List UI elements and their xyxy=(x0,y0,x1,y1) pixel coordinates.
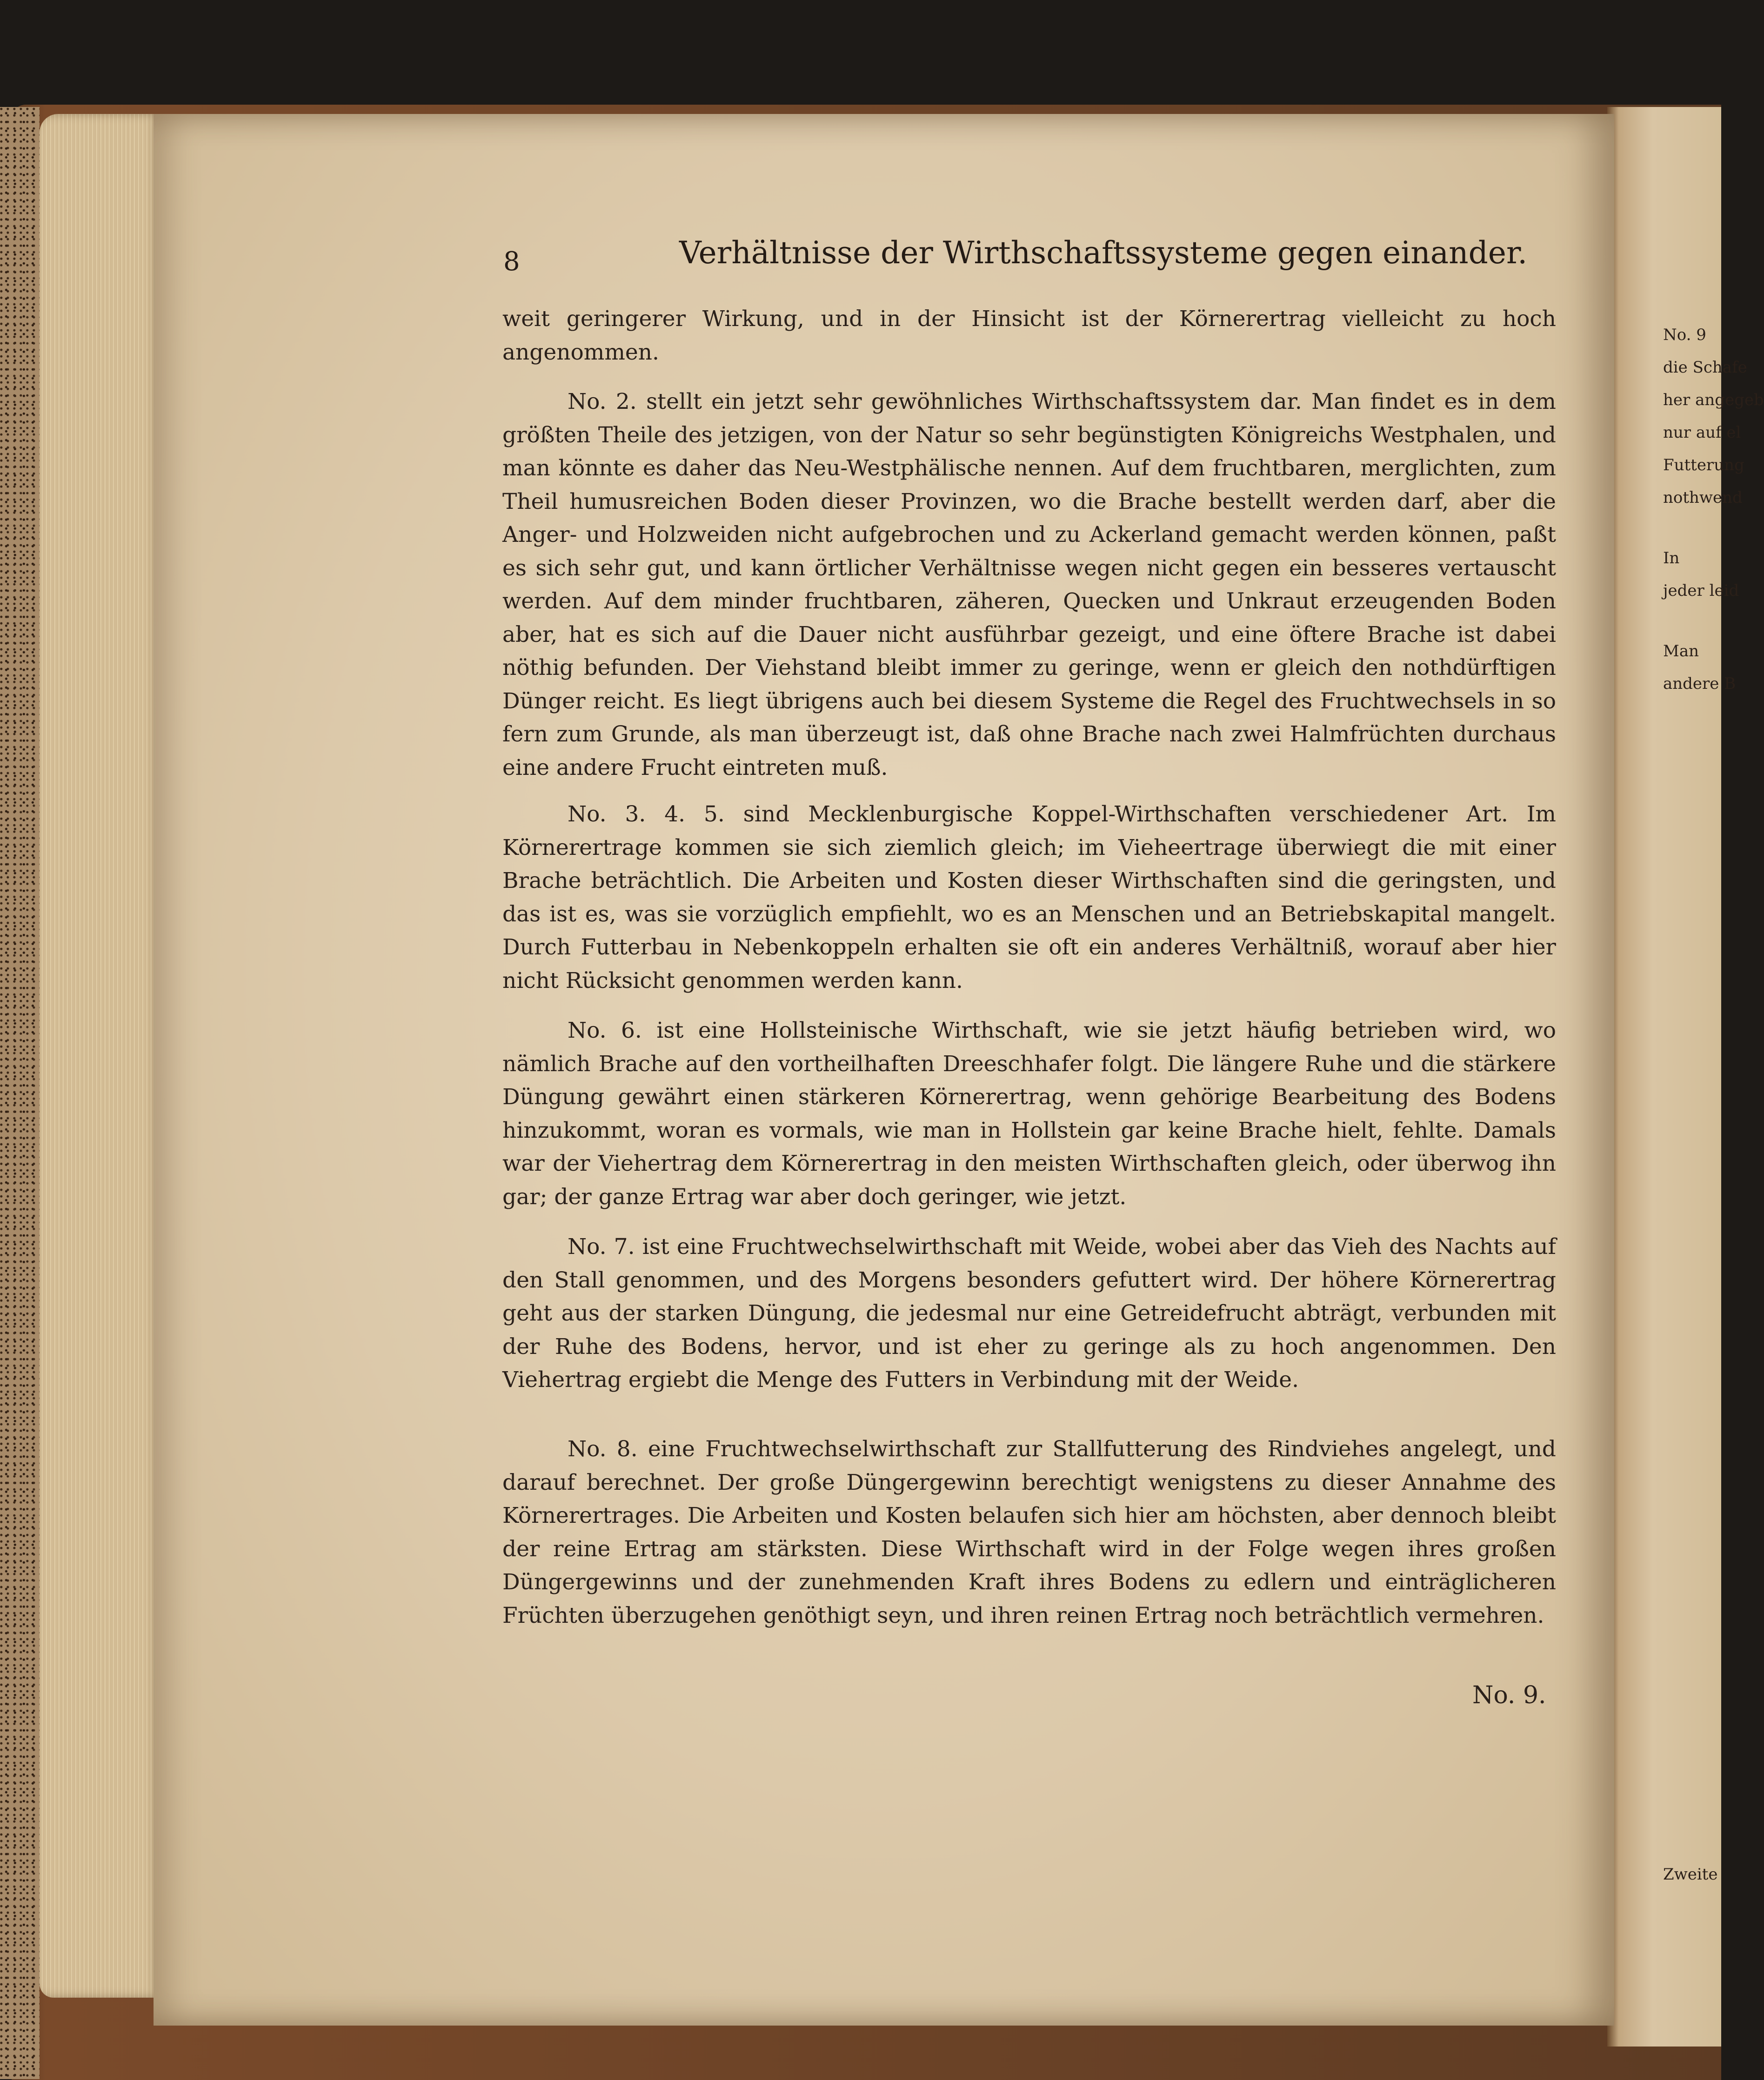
paragraph-no3-5 xyxy=(502,798,1556,997)
paragraph-text: stellt ein jetzt sehr gewöhnliches Wirthschaftssystem dar. Man findet es in dem größten Theile des jetzigen, von der Natur so sehr begünstigten Königreichs Westphalen, und man könnte es daher das Neu-Westphälische nennen. Auf dem fruchtbaren, merglichten, zum Theil humusreichen Boden dieser Provinzen, wo die Brache bestellt werden darf, aber die Anger- und Holzweiden nicht aufgebrochen und zu Ackerland gemacht werden können, paßt es sich sehr gut, und kann örtlicher Verhältnisse wegen nicht gegen ein besseres vertauscht werden. Auf dem minder fruchtbaren, zäheren, Quecken und Unkraut erzeugenden Boden aber, hat es sich auf die Dauer nicht ausführbar gezeigt, und eine öftere Brache ist dabei nöthig befunden. Der Viehstand bleibt immer zu geringe, wenn er gleich den nothdürftigen Dünger reicht. Es liegt übrigens auch bei diesem Systeme die Regel des Fruchtwechsels in so fern zum Grunde, als man überzeugt ist, daß ohne Brache nach zwei Halmfrüchten durchaus eine andere Frucht eintreten muß. xyxy=(502,389,1556,780)
paragraph-text: sind Mecklenburgische Koppel-Wirthschaften verschiedener Art. Im Körnerertrage kommen sie sich ziemlich gleich; im Vieheertrage überwiegt die mit einer Brache beträchtlich. Die Arbeiten und Kosten dieser Wirthschaften sind die geringsten, und das ist es, was sie vorzüglich empfiehlt, wo es an Menschen und an Betriebskapital mangelt. Durch Futterbau in Nebenkoppeln erhalten sie oft ein anderes Verhältniß, worauf aber hier nicht Rücksicht genommen werden kann. xyxy=(502,801,1556,993)
paragraph-no8 xyxy=(502,1433,1556,1632)
paragraph-no6 xyxy=(502,1014,1556,1213)
facing-page-fragment: die Schafe xyxy=(1663,358,1747,377)
facing-page-fragment: Zweite xyxy=(1663,1865,1718,1884)
paragraph-label: No. 2. xyxy=(568,389,637,414)
facing-page-fragment: In xyxy=(1663,549,1680,567)
paragraph-continuation xyxy=(502,302,1556,369)
facing-page-fragment: Futterung xyxy=(1663,456,1744,474)
catchword: No. 9. xyxy=(1472,1681,1546,1709)
page-stack-edge xyxy=(40,114,160,1998)
facing-page-fragment: her angegeb xyxy=(1663,391,1764,409)
facing-page-fragment: nur auf el xyxy=(1663,423,1741,442)
running-head: Verhältnisse der Wirthschaftssysteme gegen einander. xyxy=(679,235,1528,271)
page-number: 8 xyxy=(503,247,520,277)
facing-page xyxy=(1607,107,1764,2047)
facing-page-fragment: nothwend xyxy=(1663,488,1743,507)
paragraph-text: ist eine Fruchtwechselwirthschaft mit Weide, wobei aber das Vieh des Nachts auf den Stall genommen, und des Morgens besonders gefuttert wird. Der höhere Körnerertrag geht aus der starken Düngung, die jedesmal nur eine Getreidefrucht abträgt, verbunden mit der Ruhe des Bodens, hervor, und ist eher zu geringe als zu hoch angenommen. Den Viehertrag ergiebt die Menge des Futters in Verbindung mit der Weide. xyxy=(502,1234,1556,1393)
paragraph-label: No. 8. xyxy=(568,1436,638,1462)
facing-page-fragment: Man xyxy=(1663,642,1699,660)
paragraph-text: ist eine Hollsteinische Wirthschaft, wie sie jetzt häufig betrieben wird, wo nämlich Brache auf den vortheilhaften Dreeschhafer folgt. Die längere Ruhe und die stärkere Düngung gewährt einen stärkeren Körnerertrag, wenn gehörige Bearbeitung des Bodens hinzukommt, woran es vormals, wie man in Hollstein gar keine Brache hielt, fehlte. Damals war der Viehertrag dem Körnerertrag in den meisten Wirthschaften gleich, oder überwog ihn gar; der ganze Ertrag war aber doch geringer, wie jetzt. xyxy=(502,1018,1556,1210)
paragraph-text: weit geringerer Wirkung, und in der Hinsicht ist der Körnerertrag vielleicht zu hoch angenommen. xyxy=(502,306,1556,365)
paragraph-label: No. 6. xyxy=(568,1018,642,1043)
facing-page-fragment: andere B xyxy=(1663,674,1736,693)
facing-page-fragment: No. 9 xyxy=(1663,326,1706,344)
cover-edge xyxy=(0,107,40,2079)
facing-page-fragment: jeder leid xyxy=(1663,581,1739,600)
paragraph-no2 xyxy=(502,385,1556,784)
paragraph-label: No. 7. xyxy=(568,1234,635,1260)
paragraph-text: eine Fruchtwechselwirthschaft zur Stallfutterung des Rindviehes angelegt, und darauf berechnet. Der große Düngergewinn berechtigt wenigstens zu dieser Annahme des Körnerertrages. Die Arbeiten und Kosten belaufen sich hier am höchsten, aber dennoch bleibt der reine Ertrag am stärksten. Diese Wirthschaft wird in der Folge wegen ihres großen Düngergewinns und der zunehmenden Kraft ihres Bodens zu edlern und einträglicheren Früchten überzugehen genöthigt seyn, und ihren reinen Ertrag noch beträchtlich vermehren. xyxy=(502,1436,1556,1628)
paragraph-label: No. 3. 4. 5. xyxy=(568,801,725,827)
paragraph-no7 xyxy=(502,1230,1556,1397)
